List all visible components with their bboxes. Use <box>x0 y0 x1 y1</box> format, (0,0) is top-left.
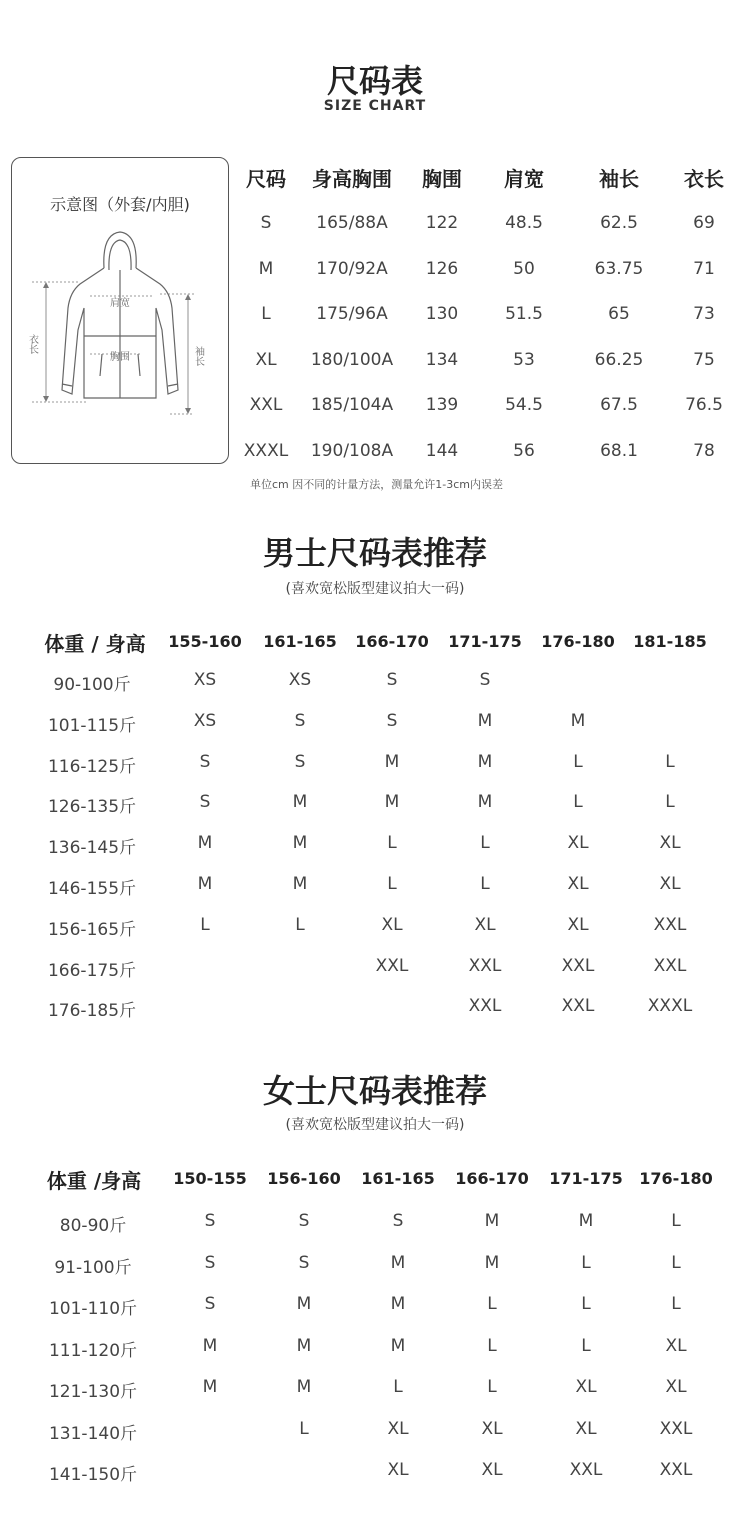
size-recommendation-cell: M <box>384 792 400 813</box>
size-table-cell: 139 <box>425 395 459 415</box>
size-recommendation-cell: XXL <box>653 955 687 976</box>
size-table-cell: 48.5 <box>505 213 543 233</box>
size-recommendation-cell: L <box>487 1294 497 1314</box>
weight-row-label: 90-100斤 <box>53 675 131 695</box>
size-recommendation-cell: XXL <box>375 955 409 976</box>
size-table-cell: 76.5 <box>685 395 723 415</box>
weight-row-label: 101-110斤 <box>48 1299 138 1319</box>
measurement-note: 单位cm 因不同的计量方法，测量允许1-3cm内误差 <box>250 478 503 491</box>
height-header-cell: 171-175 <box>448 632 522 651</box>
size-table-cell: 144 <box>425 440 459 461</box>
size-recommendation-cell: M <box>197 833 213 854</box>
men-title: 男士尺码表推荐 <box>262 534 487 572</box>
size-recommendation-cell: XS <box>193 710 217 731</box>
size-chart-title: 尺码表 <box>326 62 423 100</box>
size-chart-subtitle: SIZE CHART <box>323 98 427 114</box>
weight-row-label: 121-130斤 <box>48 1382 138 1402</box>
size-recommendation-cell: L <box>573 792 583 813</box>
size-recommendation-cell: S <box>294 751 306 772</box>
size-header-cell: 衣长 <box>684 167 724 191</box>
size-recommendation-cell: XXXL <box>647 996 693 1017</box>
size-recommendation-cell: L <box>665 751 675 772</box>
size-recommendation-cell: S <box>204 1294 216 1314</box>
size-table-cell: 130 <box>425 304 459 324</box>
size-recommendation-cell: L <box>573 751 583 772</box>
size-header-cell: 尺码 <box>246 167 286 191</box>
size-recommendation-cell: M <box>477 751 493 772</box>
size-recommendation-cell: L <box>581 1294 591 1314</box>
size-recommendation-cell: S <box>204 1252 216 1273</box>
height-header-cell: 156-160 <box>267 1169 341 1188</box>
women-title: 女士尺码表推荐 <box>262 1072 487 1110</box>
height-header-cell: 166-170 <box>355 632 429 651</box>
size-table-cell: 126 <box>425 258 459 279</box>
size-table-cell: 180/100A <box>310 349 394 370</box>
size-recommendation-cell: XL <box>481 1460 503 1480</box>
size-recommendation-cell: S <box>294 710 306 731</box>
size-recommendation-cell: S <box>204 1211 216 1231</box>
size-table-cell: 185/104A <box>310 395 394 415</box>
size-recommendation-cell: S <box>479 670 491 690</box>
size-recommendation-cell: L <box>393 1377 403 1397</box>
size-recommendation-cell: L <box>200 914 210 935</box>
size-recommendation-cell: M <box>477 710 493 731</box>
size-recommendation-cell: L <box>581 1252 591 1273</box>
size-table-cell: 134 <box>425 349 459 370</box>
size-recommendation-cell: XS <box>193 670 217 690</box>
size-table-cell: 66.25 <box>594 349 644 370</box>
size-recommendation-cell: S <box>298 1211 310 1231</box>
size-recommendation-cell: M <box>292 874 308 894</box>
size-recommendation-cell: XL <box>575 1418 597 1439</box>
size-recommendation-cell: M <box>570 710 586 731</box>
size-table-cell: 175/96A <box>316 304 388 324</box>
size-recommendation-cell: M <box>197 874 213 894</box>
size-recommendation-cell: XXL <box>569 1460 603 1480</box>
shoulder-label: 肩宽 <box>110 298 130 309</box>
size-recommendation-cell: S <box>392 1211 404 1231</box>
weight-row-label: 116-125斤 <box>47 756 137 777</box>
size-recommendation-cell: M <box>202 1335 218 1356</box>
size-table-cell: 190/108A <box>310 440 394 461</box>
size-recommendation-cell: M <box>296 1294 312 1314</box>
height-header-cell: 176-180 <box>639 1169 713 1188</box>
size-header-cell: 身高胸围 <box>312 167 392 191</box>
men-subtitle: (喜欢宽松版型建议拍大一码) <box>285 581 465 597</box>
size-table-cell: 50 <box>513 258 535 279</box>
size-table-cell: 65 <box>608 304 630 324</box>
weight-row-label: 136-145斤 <box>47 838 137 859</box>
height-header-cell: 176-180 <box>541 632 615 651</box>
size-recommendation-cell: XL <box>381 914 403 935</box>
size-table-cell: 75 <box>693 349 715 370</box>
size-recommendation-cell: XL <box>387 1460 409 1480</box>
size-recommendation-cell: XL <box>665 1377 687 1397</box>
size-recommendation-cell: M <box>296 1335 312 1356</box>
table-corner-label: 体重 /身高 <box>46 1169 142 1193</box>
weight-row-label: 80-90斤 <box>59 1216 127 1236</box>
size-recommendation-cell: XL <box>474 914 496 935</box>
size-recommendation-cell: XL <box>481 1418 503 1439</box>
size-recommendation-cell: L <box>480 833 490 854</box>
length-label: 衣长 <box>26 334 38 354</box>
women-subtitle: (喜欢宽松版型建议拍大一码) <box>285 1117 465 1133</box>
diagram-label: 示意图（外套/内胆) <box>50 195 190 214</box>
size-table-cell: 54.5 <box>505 395 543 415</box>
weight-row-label: 176-185斤 <box>47 1001 137 1022</box>
size-recommendation-cell: M <box>292 833 308 854</box>
size-recommendation-cell: M <box>390 1294 406 1314</box>
size-recommendation-cell: L <box>480 874 490 894</box>
size-table-cell: 69 <box>693 213 715 233</box>
size-recommendation-cell: XL <box>575 1377 597 1397</box>
size-recommendation-cell: XL <box>659 833 681 854</box>
size-recommendation-cell: L <box>671 1252 681 1273</box>
size-table-cell: 51.5 <box>505 304 543 324</box>
size-recommendation-cell: M <box>296 1377 312 1397</box>
size-table-cell: 67.5 <box>600 395 638 415</box>
size-table-cell: 62.5 <box>600 213 638 233</box>
size-recommendation-cell: XXL <box>659 1460 693 1480</box>
size-table <box>0 0 750 480</box>
size-table-cell: 78 <box>693 440 715 461</box>
size-recommendation-cell: XL <box>567 874 589 894</box>
size-recommendation-cell: L <box>581 1335 591 1356</box>
size-recommendation-cell: XXL <box>659 1418 693 1439</box>
size-recommendation-cell: XL <box>567 833 589 854</box>
height-header-cell: 155-160 <box>168 632 242 651</box>
size-recommendation-cell: L <box>387 833 397 854</box>
size-header-cell: 胸围 <box>422 167 462 191</box>
size-table-cell: S <box>260 213 272 233</box>
size-recommendation-cell: XL <box>659 874 681 894</box>
size-recommendation-cell: XL <box>665 1335 687 1356</box>
size-table-cell: 71 <box>693 258 715 279</box>
weight-row-label: 146-155斤 <box>47 879 137 899</box>
size-recommendation-cell: M <box>390 1252 406 1273</box>
height-header-cell: 171-175 <box>549 1169 623 1188</box>
size-table-cell: 170/92A <box>316 258 388 279</box>
size-recommendation-cell: S <box>199 751 211 772</box>
size-header-cell: 袖长 <box>599 167 639 191</box>
height-header-cell: 161-165 <box>263 632 337 651</box>
weight-row-label: 166-175斤 <box>47 960 137 981</box>
weight-row-label: 111-120斤 <box>48 1340 138 1361</box>
weight-row-label: 91-100斤 <box>54 1257 132 1278</box>
size-table-cell: XL <box>255 349 277 370</box>
weight-row-label: 126-135斤 <box>47 797 137 818</box>
size-recommendation-cell: L <box>671 1294 681 1314</box>
size-table-cell: 122 <box>425 213 459 233</box>
height-header-cell: 181-185 <box>633 632 707 651</box>
size-recommendation-cell: L <box>295 914 305 935</box>
size-recommendation-cell: M <box>292 792 308 813</box>
sleeve-label: 袖长 <box>192 346 204 366</box>
size-recommendation-cell: S <box>199 792 211 813</box>
weight-row-label: 156-165斤 <box>47 919 137 940</box>
size-table-cell: L <box>261 304 271 324</box>
size-recommendation-cell: M <box>484 1211 500 1231</box>
size-recommendation-cell: L <box>671 1211 681 1231</box>
weight-row-label: 141-150斤 <box>48 1465 138 1485</box>
chest-label: 胸围 <box>110 352 130 363</box>
size-table-cell: 56 <box>513 440 535 461</box>
size-recommendation-cell: L <box>665 792 675 813</box>
size-table-cell: 68.1 <box>600 440 638 461</box>
size-recommendation-cell: L <box>387 874 397 894</box>
weight-row-label: 131-140斤 <box>48 1423 138 1444</box>
size-table-cell: 165/88A <box>316 213 388 233</box>
size-recommendation-cell: XXL <box>468 996 502 1017</box>
size-recommendation-cell: S <box>386 670 398 690</box>
size-table-cell: XXXL <box>243 440 289 461</box>
height-header-cell: 166-170 <box>455 1169 529 1188</box>
height-header-cell: 150-155 <box>173 1169 247 1188</box>
size-recommendation-cell: M <box>202 1377 218 1397</box>
table-corner-label: 体重 / 身高 <box>44 632 146 656</box>
size-header-cell: 肩宽 <box>504 167 544 191</box>
size-recommendation-cell: XL <box>387 1418 409 1439</box>
size-recommendation-cell: S <box>298 1252 310 1273</box>
size-recommendation-cell: XS <box>288 670 312 690</box>
size-recommendation-cell: XXL <box>561 996 595 1017</box>
size-table-cell: XXL <box>249 395 283 415</box>
height-header-cell: 161-165 <box>361 1169 435 1188</box>
size-recommendation-cell: M <box>484 1252 500 1273</box>
size-table-cell: 63.75 <box>594 258 644 279</box>
size-recommendation-cell: XXL <box>653 914 687 935</box>
size-recommendation-cell: L <box>487 1377 497 1397</box>
size-recommendation-cell: M <box>477 792 493 813</box>
size-recommendation-cell: XL <box>567 914 589 935</box>
size-recommendation-cell: XXL <box>561 955 595 976</box>
size-recommendation-cell: M <box>390 1335 406 1356</box>
size-recommendation-cell: L <box>299 1418 309 1439</box>
size-table-cell: 73 <box>693 304 715 324</box>
weight-row-label: 101-115斤 <box>47 715 137 736</box>
size-table-cell: 53 <box>513 349 535 370</box>
size-recommendation-cell: L <box>487 1335 497 1356</box>
size-recommendation-cell: S <box>386 710 398 731</box>
size-recommendation-cell: M <box>384 751 400 772</box>
size-recommendation-cell: XXL <box>468 955 502 976</box>
size-table-cell: M <box>258 258 274 279</box>
size-recommendation-cell: M <box>578 1211 594 1231</box>
